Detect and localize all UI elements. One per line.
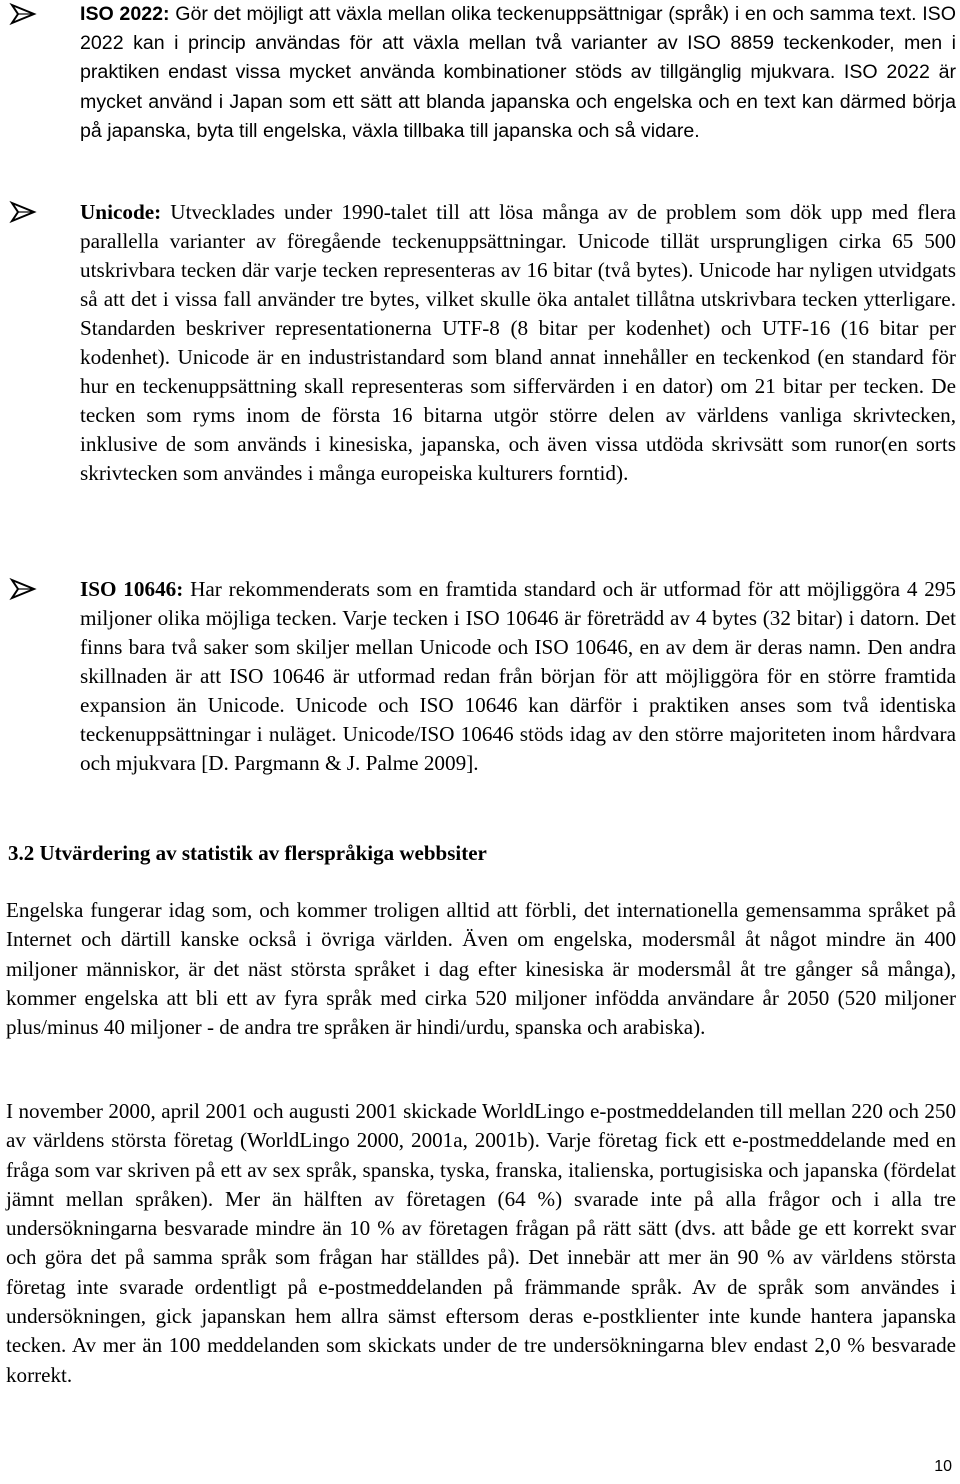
page-number: 10	[934, 1458, 952, 1475]
bullet-term: ISO 2022:	[80, 3, 170, 25]
bullet-item-iso-2022	[0, 0, 960, 146]
body-paragraph: I november 2000, april 2001 och augusti 2001 skickade WorldLingo e-postmeddelanden till mellan 220 och 250 av världens största företag (WorldLingo 2000, 2001a, 2001b). Varje företag fick ett e-postmeddelande med en fråga som var skriven på ett av sex språk, spanska, tyska, franska, italienska, portugisiska och japanska (fördelat jämnt mellan språken). Mer än hälften av företagen (64 %) svarade inte på alla frågor och i alla tre undersökningarna besvarade mindre än 10 % av företagen frågan på rätt sätt (dvs. att både ge ett korrekt svar och göra det på samma språk som frågan har ställdes på). Det innebär att mer än 90 % av världens största företag inte svarade ordentligt på e-postmeddelanden på främmande språk. Av de språk som användes i undersökningen, gick japanskan hem allra sämst eftersom deras e-postklienter inte kunde hantera japanska tecken. Av mer än 100 meddelanden som skickats under de tre undersökningarna blev endast 2,0 % besvarade korrekt.	[6, 1099, 956, 1387]
bullet-body: Gör det möjligt att växla mellan olika teckenuppsättnigar (språk) i en och samma text. ISO 2022 kan i princip användas för att växla mellan två varianter av ISO 8859 teckenkoder, men i praktiken endast vissa mycket använda kombinationer stöds av tillgänglig mjukvara. ISO 2022 är mycket använd i Japan som ett sätt att blanda japanska och engelska och en text kan därmed börja på japanska, byta till engelska, växla tillbaka till japanska och så vidare.	[80, 3, 956, 142]
arrowhead-bullet-icon	[8, 200, 38, 224]
section-title: Utvärdering av statistik av flerspråkiga webbsiter	[34, 841, 487, 865]
bullet-term: Unicode:	[80, 200, 162, 224]
bullet-item-iso-10646	[0, 575, 960, 778]
arrowhead-bullet-icon	[8, 2, 38, 26]
bullet-paragraph	[80, 198, 956, 488]
bullet-body: Utvecklades under 1990-talet till att lösa många av de problem som dök upp med flera parallella varianter av föregående teckenuppsättningar. Unicode tillät ursprungligen cirka 65 500 utskrivbara tecken där varje tecken representeras av 16 bitar (två bytes). Unicode har nyligen utvidgats så att det i vissa fall använder tre bytes, vilket skulle öka antalet tillåtna utskrivbara tecken ytterligare. Standarden beskriver representationerna UTF-8 (8 bitar per kodenhet) och UTF-16 (16 bitar per kodenhet). Unicode är en industristandard som bland annat innehåller en teckenkod (en standard för hur en teckenuppsättning skall representeras som siffervärden i en dator) om 21 bitar per tecken. De tecken som ryms inom de första 16 bitarna utgör större delen av världens vanliga skrivtecken, inklusive de som används i kinesiska, japanska, och även vissa utdöda skrivsätt som runor(en sorts skrivtecken som användes i många europeiska kulturers forntid).	[80, 200, 956, 485]
bullet-paragraph	[80, 0, 956, 146]
section-heading	[8, 838, 487, 868]
bullet-item-unicode	[0, 198, 960, 488]
body-paragraph: Engelska fungerar idag som, och kommer troligen alltid att förbli, det internationella gemensamma språket på Internet och därtill kanske också i övriga världen. Även om engelska, modersmål åt något mindre än 400 miljoner människor, är det näst största språket i dag efter kinesiska är modersmål åt tre gånger så många), kommer engelska att bli ett av fyra språk med cirka 520 miljoner infödda användare år 2050 (520 miljoner plus/minus 40 miljoner - de andra tre språken är hindi/urdu, spanska och arabiska).	[6, 898, 956, 1040]
bullet-paragraph	[80, 575, 956, 778]
bullet-term: ISO 10646:	[80, 577, 184, 601]
section-number: 3.2	[8, 841, 35, 865]
bullet-body: Har rekommenderats som en framtida standard och är utformad för att möjliggöra 4 295 miljoner olika möjliga tecken. Varje tecken i ISO 10646 är företrädd av 4 bytes (32 bitar) i datorn. Det finns bara två saker som skiljer mellan Unicode och ISO 10646, en av dem är deras namn. Den andra skillnaden är att ISO 10646 är utformad redan från början för att möjliggöra för en större framtida expansion än Unicode. Unicode och ISO 10646 kan därför i praktiken anses som två identiska teckenuppsättningar i nuläget. Unicode/ISO 10646 stöds idag av den större majoriteten inom hårdvara och mjukvara [D. Pargmann & J. Palme 2009].	[80, 577, 956, 775]
arrowhead-bullet-icon	[8, 577, 38, 601]
